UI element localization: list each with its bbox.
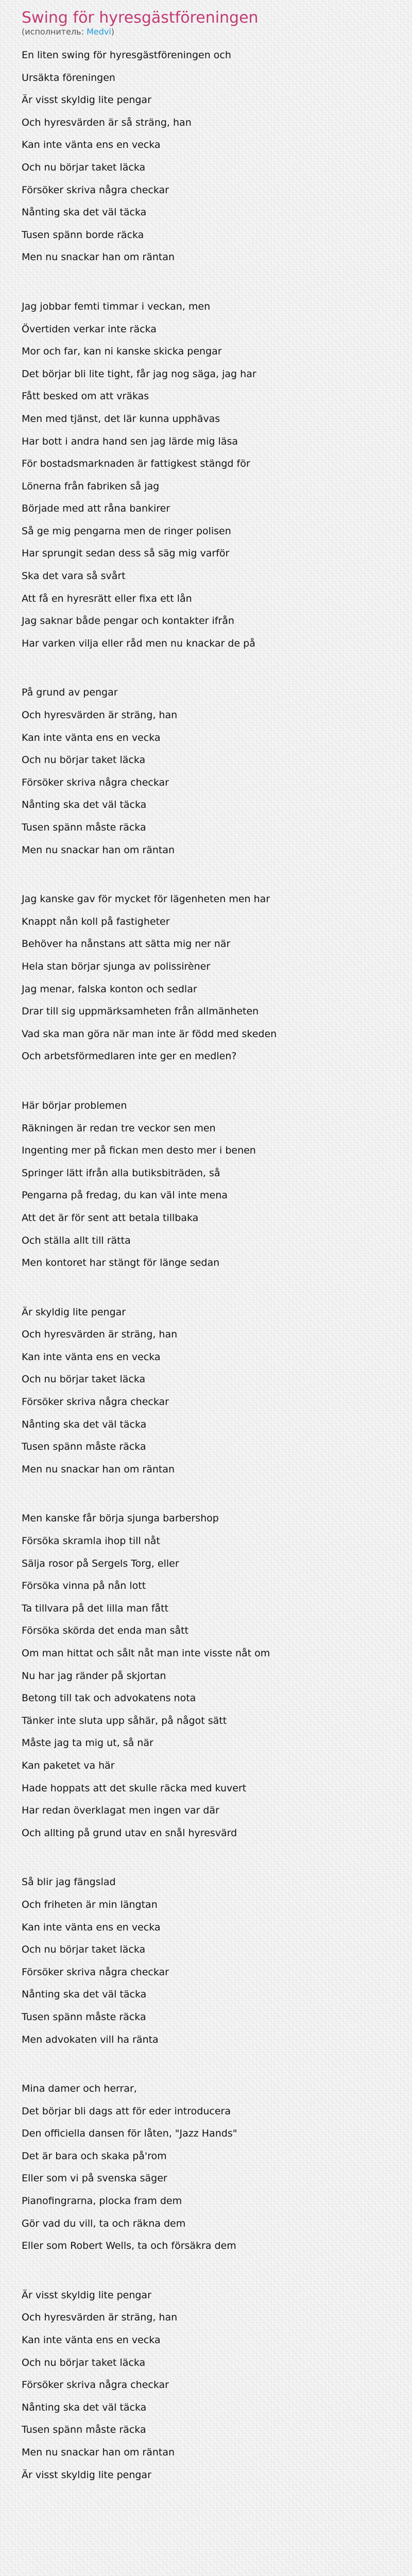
- stanza: [22, 44, 400, 269]
- lyric-line: Kan inte vänta ens en vecka: [22, 1351, 161, 1363]
- lyric-line: Måste jag ta mig ut, så när: [22, 1737, 153, 1749]
- lyric-line: Men advokaten vill ha ränta: [22, 2033, 159, 2045]
- lyric-line: Mor och far, kan ni kanske skicka pengar: [22, 346, 222, 358]
- lyric-line: Nånting ska det väl täcka: [22, 2401, 147, 2413]
- stanza: [22, 2078, 400, 2258]
- lyric-line: Har sprungit sedan dess så säg mig varför: [22, 548, 230, 560]
- lyric-line: Att det är för sent att betala tillbaka: [22, 1212, 199, 1224]
- lyric-line: Och nu börjar taket läcka: [22, 161, 146, 173]
- lyric-line: Har redan överklagat men ingen var där: [22, 1805, 219, 1817]
- lyric-line: Försöka vinna på nån lott: [22, 1580, 146, 1592]
- lyric-line: Tusen spänn måste räcka: [22, 2011, 146, 2023]
- stanza: [22, 1871, 400, 2051]
- lyric-line: Ursäkta föreningen: [22, 72, 115, 83]
- artist-prefix: (исполнитель:: [22, 27, 87, 37]
- lyric-line: På grund av pengar: [22, 687, 118, 699]
- lyric-line: Började med att råna bankirer: [22, 503, 170, 515]
- lyric-line: Nånting ska det väl täcka: [22, 1989, 147, 2001]
- artist-link[interactable]: Medvi: [87, 27, 111, 37]
- lyric-line: Men nu snackar han om räntan: [22, 844, 175, 856]
- lyric-line: Sälja rosor på Sergels Torg, eller: [22, 1557, 179, 1569]
- lyric-line: Men kontoret har stängt för länge sedan: [22, 1257, 220, 1269]
- lyric-line: Försöker skriva några checkar: [22, 1966, 169, 1978]
- lyric-line: Om man hittat och sålt nåt man inte visste nåt om: [22, 1648, 270, 1659]
- lyric-line: Är visst skyldig lite pengar: [22, 2289, 151, 2301]
- lyric-line: Övertiden verkar inte räcka: [22, 323, 157, 335]
- lyric-line: Men nu snackar han om räntan: [22, 251, 175, 263]
- lyric-line: Kan inte vänta ens en vecka: [22, 139, 161, 151]
- lyric-line: Jag jobbar femti timmar i veckan, men: [22, 300, 211, 312]
- lyric-line: Har varken vilja eller råd men nu knackar de på: [22, 637, 255, 649]
- lyric-line: Det börjar bli dags att för eder introducera: [22, 2105, 231, 2117]
- lyric-line: Och nu börjar taket läcka: [22, 1374, 146, 1385]
- lyric-line: Hade hoppats att det skulle räcka med kuvert: [22, 1782, 247, 1794]
- lyric-line: Så ge mig pengarna men de ringer polisen: [22, 525, 231, 537]
- lyric-line: Kan inte vänta ens en vecka: [22, 2334, 161, 2346]
- lyric-line: Den officiella dansen för låten, "Jazz Hands": [22, 2128, 237, 2140]
- lyric-line: Eller som vi på svenska säger: [22, 2173, 167, 2184]
- lyric-line: Är skyldig lite pengar: [22, 1306, 126, 1318]
- lyric-line: Försöker skriva några checkar: [22, 776, 169, 788]
- lyric-line: Vad ska man göra när man inte är född med skeden: [22, 1028, 277, 1040]
- lyric-line: Och hyresvärden är sträng, han: [22, 2312, 178, 2324]
- lyric-line: Eller som Robert Wells, ta och försäkra dem: [22, 2240, 236, 2252]
- lyric-line: Pengarna på fredag, du kan väl inte mena: [22, 1190, 228, 1201]
- stanza: [22, 296, 400, 655]
- lyric-line: Är visst skyldig lite pengar: [22, 94, 151, 106]
- lyric-line: Lönerna från fabriken så jag: [22, 480, 160, 492]
- lyric-line: Ingenting mer på fickan men desto mer i benen: [22, 1145, 256, 1157]
- lyric-line: Men nu snackar han om räntan: [22, 1463, 175, 1475]
- lyric-line: Är visst skyldig lite pengar: [22, 2469, 151, 2481]
- lyric-line: Och hyresvärden är sträng, han: [22, 1329, 178, 1341]
- lyric-line: Fått besked om att vräkas: [22, 391, 149, 402]
- stanza: [22, 888, 400, 1068]
- lyric-line: Räkningen är redan tre veckor sen men: [22, 1122, 216, 1134]
- lyric-line: Pianofingrarna, plocka fram dem: [22, 2195, 182, 2207]
- stanza: [22, 1507, 400, 1844]
- lyric-line: Jag kanske gav för mycket för lägenheten men har: [22, 893, 270, 905]
- lyric-line: Och hyresvärden är sträng, han: [22, 709, 178, 721]
- lyric-line: Försöker skriva några checkar: [22, 2379, 169, 2391]
- lyric-line: Drar till sig uppmärksamheten från allmänheten: [22, 1006, 259, 1018]
- lyric-line: Springer lätt ifrån alla butiksbiträden, så: [22, 1167, 220, 1179]
- lyric-line: Försöka skörda det enda man sått: [22, 1625, 189, 1637]
- lyric-line: Kan inte vänta ens en vecka: [22, 732, 161, 743]
- lyric-line: Nånting ska det väl täcka: [22, 799, 147, 811]
- lyric-line: Försöker skriva några checkar: [22, 1396, 169, 1408]
- lyric-line: Men kanske får börja sjunga barbershop: [22, 1513, 219, 1524]
- lyric-line: Men med tjänst, det lär kunna upphävas: [22, 413, 220, 425]
- lyric-line: Behöver ha nånstans att sätta mig ner när: [22, 938, 231, 950]
- lyric-line: Betong till tak och advokatens nota: [22, 1692, 196, 1704]
- lyric-line: Och allting på grund utav en snål hyresvärd: [22, 1827, 237, 1839]
- stanza: [22, 682, 400, 861]
- lyrics-body: [22, 44, 400, 2486]
- lyric-line: Det är bara och skaka på'rom: [22, 2150, 167, 2162]
- lyric-line: Försöker skriva några checkar: [22, 184, 169, 196]
- lyric-line: Nånting ska det väl täcka: [22, 1418, 147, 1430]
- song-title: Swing för hyresgästföreningen: [22, 9, 259, 27]
- lyric-line: Nånting ska det väl täcka: [22, 207, 147, 218]
- lyric-line: Och arbetsförmedlaren inte ger en medlen?: [22, 1050, 237, 1062]
- lyric-line: Så blir jag fängslad: [22, 1876, 116, 1888]
- lyric-line: Kan paketet va här: [22, 1759, 115, 1771]
- lyric-line: Tusen spänn måste räcka: [22, 822, 146, 833]
- lyric-line: Gör vad du vill, ta och räkna dem: [22, 2217, 186, 2229]
- lyric-line: Men nu snackar han om räntan: [22, 2447, 175, 2458]
- lyric-line: Försöka skramla ihop till nåt: [22, 1535, 160, 1547]
- lyric-line: Och nu börjar taket läcka: [22, 1944, 146, 1956]
- lyric-line: Kan inte vänta ens en vecka: [22, 1921, 161, 1933]
- lyric-line: Mina damer och herrar,: [22, 2083, 137, 2095]
- lyric-line: Hela stan börjar sjunga av polissirèner: [22, 960, 211, 972]
- lyric-line: Att få en hyresrätt eller fixa ett lån: [22, 592, 192, 604]
- lyric-line: Det börjar bli lite tight, får jag nog säga, jag har: [22, 368, 256, 380]
- lyric-line: Har bott i andra hand sen jag lärde mig läsa: [22, 435, 238, 447]
- lyric-line: Jag saknar både pengar och kontakter ifrån: [22, 615, 234, 627]
- stanza: [22, 1301, 400, 1481]
- lyric-line: Tänker inte sluta upp såhär, på något sätt: [22, 1715, 227, 1726]
- lyric-line: En liten swing för hyresgästföreningen och: [22, 49, 231, 61]
- artist-suffix: ): [111, 27, 115, 37]
- lyric-line: Och nu börjar taket läcka: [22, 2357, 146, 2368]
- lyric-line: För bostadsmarknaden är fattigkest stängd för: [22, 458, 250, 470]
- lyric-line: Och nu börjar taket läcka: [22, 754, 146, 766]
- lyric-line: Tusen spänn borde räcka: [22, 229, 144, 241]
- lyric-line: Jag menar, falska konton och sedlar: [22, 983, 197, 995]
- lyric-line: Tusen spänn måste räcka: [22, 2424, 146, 2436]
- stanza: [22, 2284, 400, 2486]
- lyric-line: Ta tillvara på det lilla man fått: [22, 1602, 169, 1614]
- artist-line: [22, 27, 400, 37]
- lyric-line: Nu har jag ränder på skjortan: [22, 1670, 166, 1682]
- lyric-line: Och ställa allt till rätta: [22, 1234, 131, 1246]
- lyric-line: Ska det vara så svårt: [22, 570, 126, 582]
- lyric-line: Knappt nån koll på fastigheter: [22, 916, 170, 927]
- lyric-line: Tusen spänn måste räcka: [22, 1441, 146, 1453]
- stanza: [22, 1095, 400, 1275]
- lyric-line: Och friheten är min längtan: [22, 1899, 158, 1910]
- lyric-line: Och hyresvärden är så sträng, han: [22, 116, 192, 128]
- lyric-line: Här börjar problemen: [22, 1099, 127, 1111]
